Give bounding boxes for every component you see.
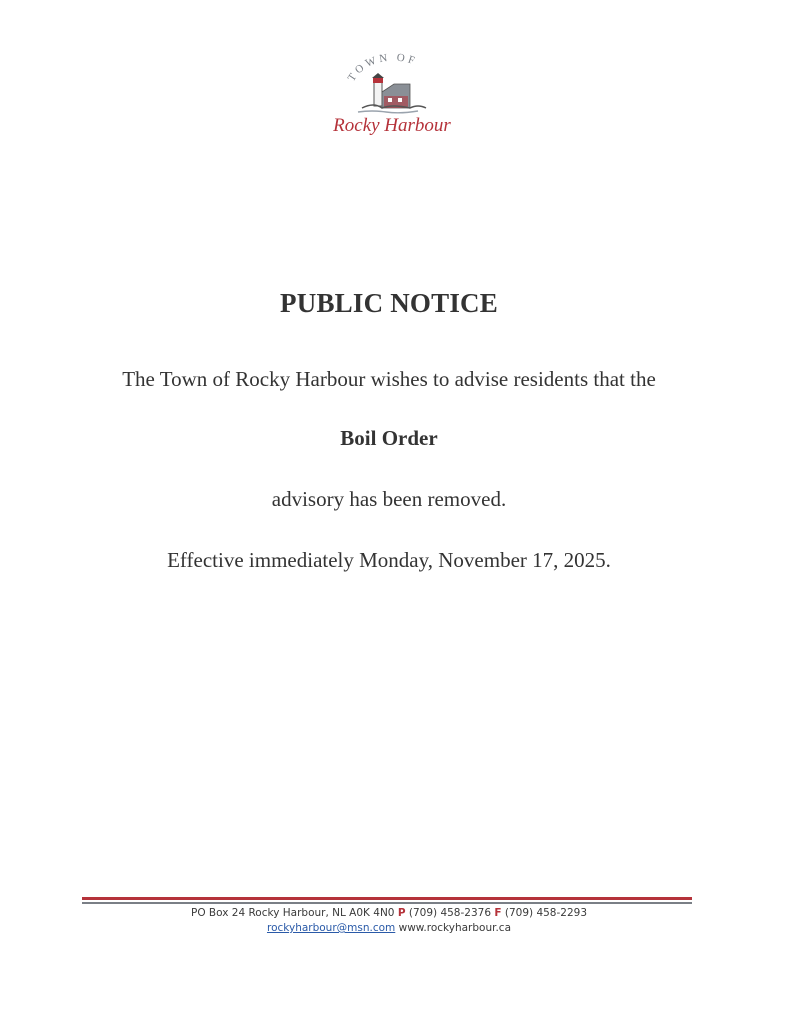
fax-label: F [494,907,502,919]
notice-highlight: Boil Order [340,426,438,450]
footer-contact-line [0,907,778,919]
notice-line-4: Effective immediately Monday, November 17, 2025. [167,548,611,572]
logo-arc-text: TOWN OF [345,52,419,84]
footer-divider-red [82,897,692,900]
notice-title: PUBLIC NOTICE [280,288,498,318]
footer-web-line [0,922,778,934]
town-logo [322,52,462,140]
notice-line-3: advisory has been removed. [271,487,507,511]
footer-divider-gray [82,902,692,904]
email-link[interactable]: rockyharbour@msn.com [266,922,396,934]
footer-address: PO Box 24 Rocky Harbour, NL A0K 4N0 [190,907,395,919]
lighthouse-logo-icon [322,52,462,140]
logo-town-name: Rocky Harbour [333,115,451,136]
notice-line-1: The Town of Rocky Harbour wishes to advise residents that the [122,367,656,391]
phone-label: P [397,907,406,919]
footer-phone: (709) 458-2376 [408,907,491,919]
footer-website[interactable]: www.rockyharbour.ca [398,922,512,934]
footer-fax: (709) 458-2293 [504,907,587,919]
